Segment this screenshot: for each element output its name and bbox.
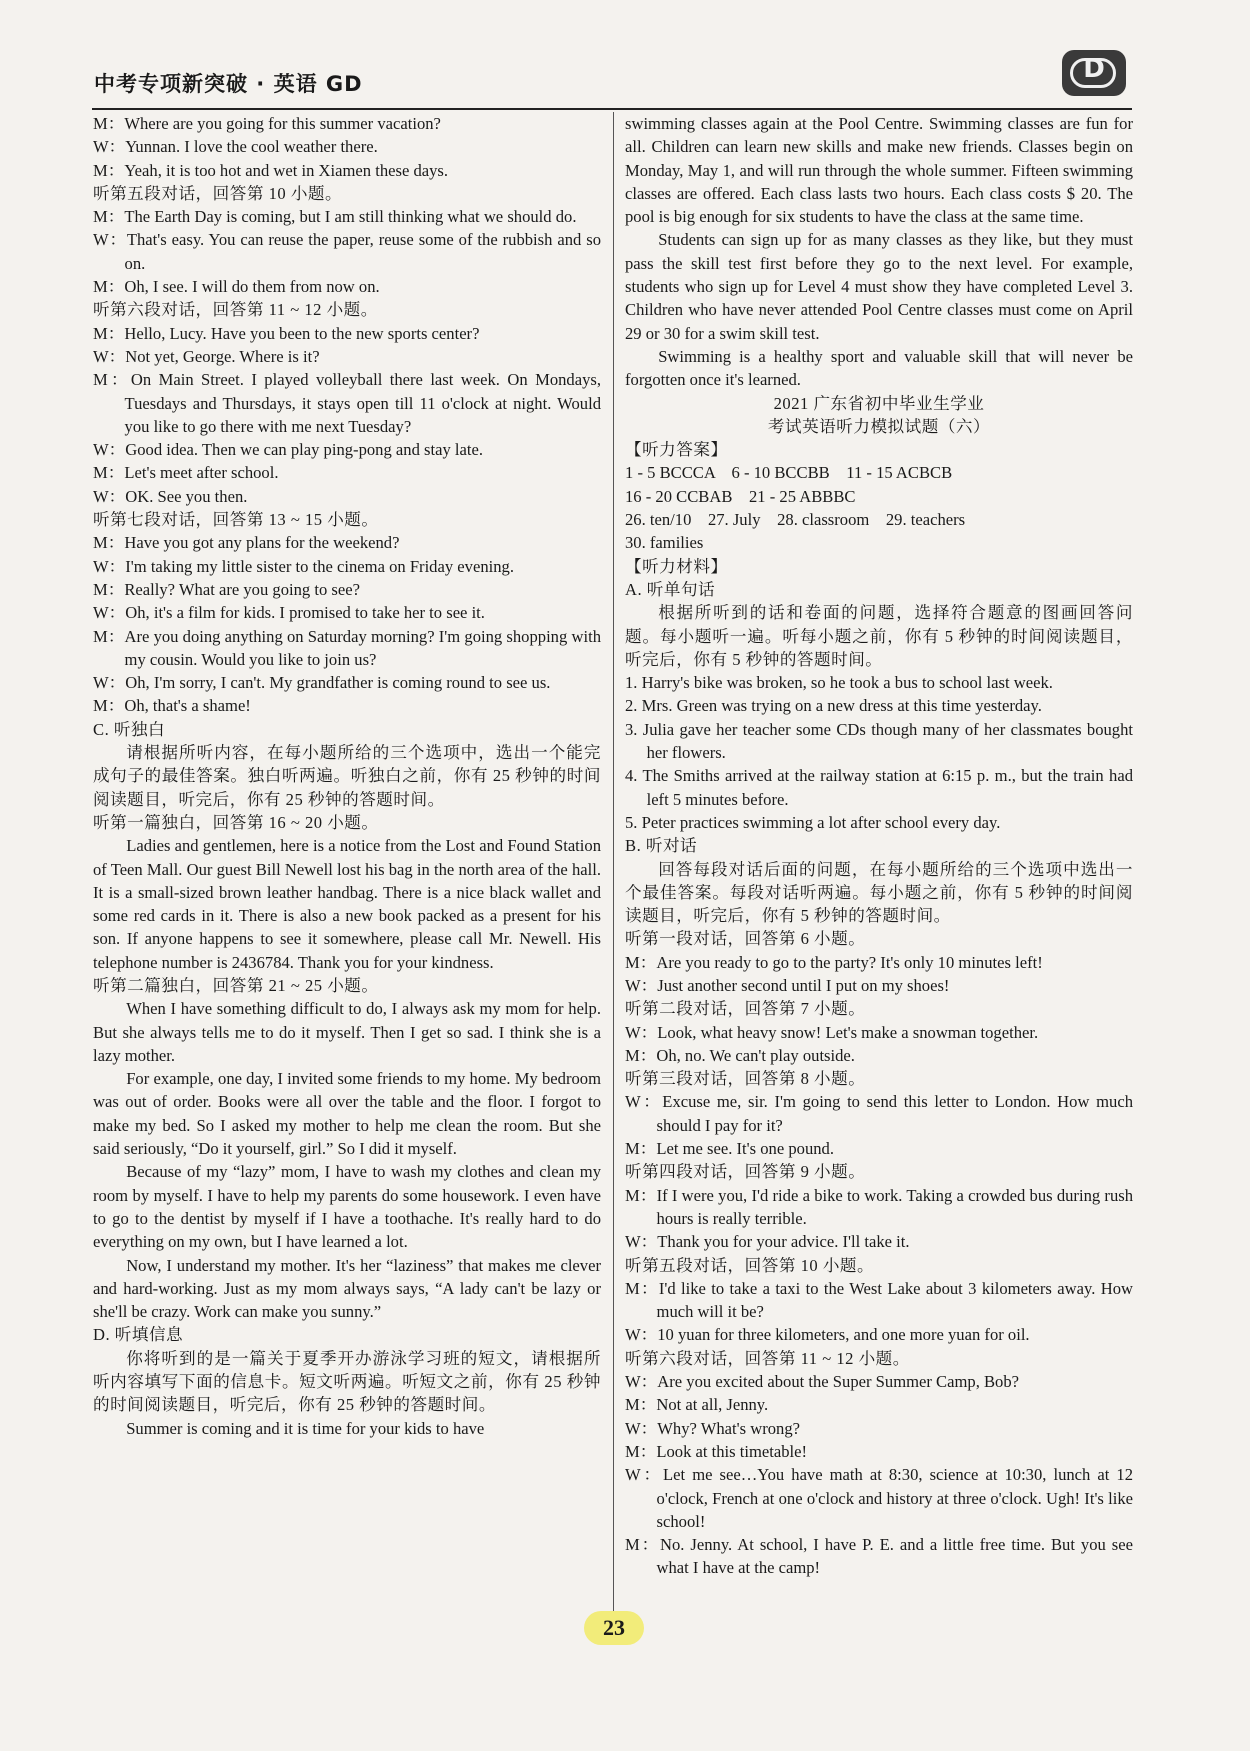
paragraph: M：Are you doing anything on Saturday morning? I'm going shopping with my cousin. Would you like to join us? <box>93 626 601 669</box>
paragraph: W：Thank you for your advice. I'll take it. <box>625 1232 910 1252</box>
paragraph: D. 听填信息 <box>93 1325 184 1345</box>
paragraph: 听第六段对话，回答第 11 ~ 12 小题。 <box>93 300 378 320</box>
paragraph: 4. The Smiths arrived at the railway station at 6:15 p. m., but the train had left 5 minutes before. <box>625 766 1133 809</box>
paragraph: 1 - 5 BCCCA 6 - 10 BCCBB 11 - 15 ACBCB <box>625 463 953 483</box>
paragraph: W：Just another second until I put on my shoes! <box>625 975 950 995</box>
paragraph: 听第四段对话，回答第 9 小题。 <box>625 1162 866 1182</box>
paragraph: 5. Peter practices swimming a lot after school every day. <box>625 812 1001 832</box>
paragraph: Because of my “lazy” mom, I have to wash my clothes and clean my room by myself. I have to help my parents do some housework. I even have to go to the dentist by myself if I have a toothache. It's really hard to do everything on my own, but I have learned a lot. <box>93 1162 601 1252</box>
paragraph: 1. Harry's bike was broken, so he took a bus to school last week. <box>625 673 1053 693</box>
paragraph: 听第二篇独白，回答第 21 ~ 25 小题。 <box>93 975 379 995</box>
paragraph: 回答每段对话后面的问题，在每小题所给的三个选项中选出一个最佳答案。每段对话听两遍。每小题之前，你有 5 秒钟的时间阅读题目，听完后，你有 5 秒钟的答题时间。 <box>625 859 1133 926</box>
paragraph: M：Where are you going for this summer vacation? <box>93 114 441 133</box>
paragraph: M：On Main Street. I played volleyball there last week. On Mondays, Tuesdays and Thursdays, it stays open till 11 o'clock at night. Would you like to go there with me next Tuesday? <box>93 370 601 436</box>
paragraph: Students can sign up for as many classes as they like, but they must pass the skill test first before they go to the next level. For example, students who sign up for Level 4 must show they have completed Level 3. Children who have never attended Pool Centre classes must come on April 29 or 30 for a swim skill test. <box>625 230 1133 343</box>
paragraph: W：Oh, it's a film for kids. I promised to take her to see it. <box>93 603 485 623</box>
paragraph: M：Hello, Lucy. Have you been to the new sports center? <box>93 323 480 343</box>
paragraph: 听第六段对话，回答第 11 ~ 12 小题。 <box>625 1348 910 1368</box>
paragraph: M：If I were you, I'd ride a bike to work. Taking a crowded bus during rush hours is really terrible. <box>625 1185 1133 1228</box>
paragraph: M：Not at all, Jenny. <box>625 1395 769 1415</box>
paragraph: 听第一段对话，回答第 6 小题。 <box>625 929 866 949</box>
paragraph: 听第二段对话，回答第 7 小题。 <box>625 999 866 1019</box>
left-column <box>93 112 601 1440</box>
paragraph: W：Why? What's wrong? <box>625 1418 801 1438</box>
paragraph: 听第一篇独白，回答第 16 ~ 20 小题。 <box>93 812 379 832</box>
paragraph: 根据所听到的话和卷面的问题，选择符合题意的图画回答问题。每小题听一遍。听每小题之前，你有 5 秒钟的时间阅读题目，听完后，你有 5 秒钟的答题时间。 <box>625 603 1133 669</box>
paragraph: W：Excuse me, sir. I'm going to send this letter to London. How much should I pay for it? <box>625 1092 1133 1135</box>
paragraph: A. 听单句话 <box>625 579 716 599</box>
paragraph: W：That's easy. You can reuse the paper, reuse some of the rubbish and so on. <box>93 230 601 273</box>
right-column <box>625 112 1133 1580</box>
paragraph: W：Yunnan. I love the cool weather there. <box>93 137 378 157</box>
paragraph: swimming classes again at the Pool Centre. Swimming classes are fun for all. Children can learn new skills and make new friends. Classes begin on Monday, May 1, and will run through the whole summer. Fifteen swimming classes are offered. Each class lasts two hours. Each class costs $ 20. The pool is big enough for six students to have the class at the same time. <box>625 114 1133 227</box>
paragraph: 3. Julia gave her teacher some CDs though many of her classmates bought her flowers. <box>625 719 1133 763</box>
paragraph: M：Let's meet after school. <box>93 463 279 483</box>
paragraph: 考试英语听力模拟试题（六） <box>767 416 991 436</box>
page-header <box>92 54 1132 110</box>
paragraph: W：Let me see…You have math at 8:30, science at 10:30, lunch at 12 o'clock, French at one o'clock and history at three o'clock. Ugh! It's like school! <box>625 1465 1133 1531</box>
paragraph: M：Yeah, it is too hot and wet in Xiamen these days. <box>93 160 449 180</box>
paragraph: W：Good idea. Then we can play ping-pong and stay late. <box>93 440 483 460</box>
paragraph: 【听力答案】 <box>625 440 728 460</box>
paragraph: 26. ten/10 27. July 28. classroom 29. teachers <box>625 510 966 530</box>
paragraph: 30. families <box>625 533 704 553</box>
paragraph: 2021 广东省初中毕业生学业 <box>773 393 985 413</box>
paragraph: W：OK. See you then. <box>93 486 248 506</box>
publisher-logo-icon <box>1062 50 1126 96</box>
paragraph: 请根据所听内容，在每小题所给的三个选项中，选出一个能完成句子的最佳答案。独白听两遍。听独白之前，你有 25 秒钟的时间阅读题目，听完后，你有 25 秒钟的答题时间。 <box>93 743 601 809</box>
paragraph: 你将听到的是一篇关于夏季开办游泳学习班的短文，请根据所听内容填写下面的信息卡。短文听两遍。听短文之前，你有 25 秒钟的时间阅读题目，听完后，你有 25 秒钟的答题时间。 <box>93 1348 601 1415</box>
paragraph: M：Let me see. It's one pound. <box>625 1139 834 1159</box>
paragraph: Summer is coming and it is time for your kids to have <box>126 1418 485 1438</box>
paragraph: W：Not yet, George. Where is it? <box>93 346 320 366</box>
paragraph: When I have something difficult to do, I always ask my mom for help. But she always tells me to do it myself. Then I get so sad. I think she is a lazy mother. <box>93 999 601 1065</box>
paragraph: 2. Mrs. Green was trying on a new dress at this time yesterday. <box>625 696 1042 716</box>
column-divider <box>613 112 614 1622</box>
paragraph: 听第三段对话，回答第 8 小题。 <box>625 1069 866 1089</box>
paragraph: For example, one day, I invited some friends to my home. My bedroom was out of order. Books were all over the table and the floor. I forgot to make my bed. So I asked my mother to help me clean the room. But she said seriously, “Do it yourself, girl.” So I did it myself. <box>93 1069 601 1159</box>
paragraph: 听第五段对话，回答第 10 小题。 <box>93 183 343 203</box>
logo-letter: D <box>1083 54 1105 84</box>
page-number: 23 <box>584 1611 644 1645</box>
paragraph: M：Oh, I see. I will do them from now on. <box>93 277 380 297</box>
paragraph: W：Look, what heavy snow! Let's make a snowman together. <box>625 1022 1039 1042</box>
paragraph: B. 听对话 <box>625 836 698 856</box>
paragraph: W：Oh, I'm sorry, I can't. My grandfather is coming round to see us. <box>93 673 551 693</box>
book-title: 中考专项新突破 · 英语 GD <box>94 72 363 96</box>
paragraph: M：The Earth Day is coming, but I am still thinking what we should do. <box>93 207 577 227</box>
paragraph: C. 听独白 <box>93 719 166 739</box>
paragraph: 听第五段对话，回答第 10 小题。 <box>625 1255 875 1275</box>
paragraph: W：Are you excited about the Super Summer Camp, Bob? <box>625 1372 1020 1392</box>
paragraph: Swimming is a healthy sport and valuable skill that will never be forgotten once it's learned. <box>625 346 1133 390</box>
paragraph: Now, I understand my mother. It's her “laziness” that makes me clever and hard-working. Just as my mom always says, “A lady can't be lazy or she'll be crazy. Work can make you sunny.” <box>93 1255 601 1322</box>
paragraph: M：Oh, no. We can't play outside. <box>625 1045 855 1065</box>
paragraph: M：Are you ready to go to the party? It's only 10 minutes left! <box>625 952 1043 972</box>
paragraph: M：Oh, that's a shame! <box>93 696 251 716</box>
paragraph: W：10 yuan for three kilometers, and one more yuan for oil. <box>625 1325 1030 1345</box>
paragraph: M：Really? What are you going to see? <box>93 579 360 599</box>
paragraph: M：Look at this timetable! <box>625 1441 808 1461</box>
paragraph: M：Have you got any plans for the weekend? <box>93 533 400 553</box>
paragraph: Ladies and gentlemen, here is a notice from the Lost and Found Station of Teen Mall. Our guest Bill Newell lost his bag in the north area of the hall. It is a small-sized brown leather handbag. There is a nice black wallet and some red cards in it. There is also a new book packed as a present for his son. If anyone happens to see it somewhere, please call Mr. Newell. His telephone number is 2436784. Thank you for your kindness. <box>93 836 601 972</box>
paragraph: M：No. Jenny. At school, I have P. E. and a little free time. But you see what I have at the camp! <box>625 1535 1133 1578</box>
paragraph: 【听力材料】 <box>625 556 728 576</box>
paragraph: 16 - 20 CCBAB 21 - 25 ABBBC <box>625 486 856 506</box>
paragraph: W：I'm taking my little sister to the cinema on Friday evening. <box>93 556 514 576</box>
paragraph: M：I'd like to take a taxi to the West Lake about 3 kilometers away. How much will it be? <box>625 1278 1133 1322</box>
paragraph: 听第七段对话，回答第 13 ~ 15 小题。 <box>93 510 379 530</box>
